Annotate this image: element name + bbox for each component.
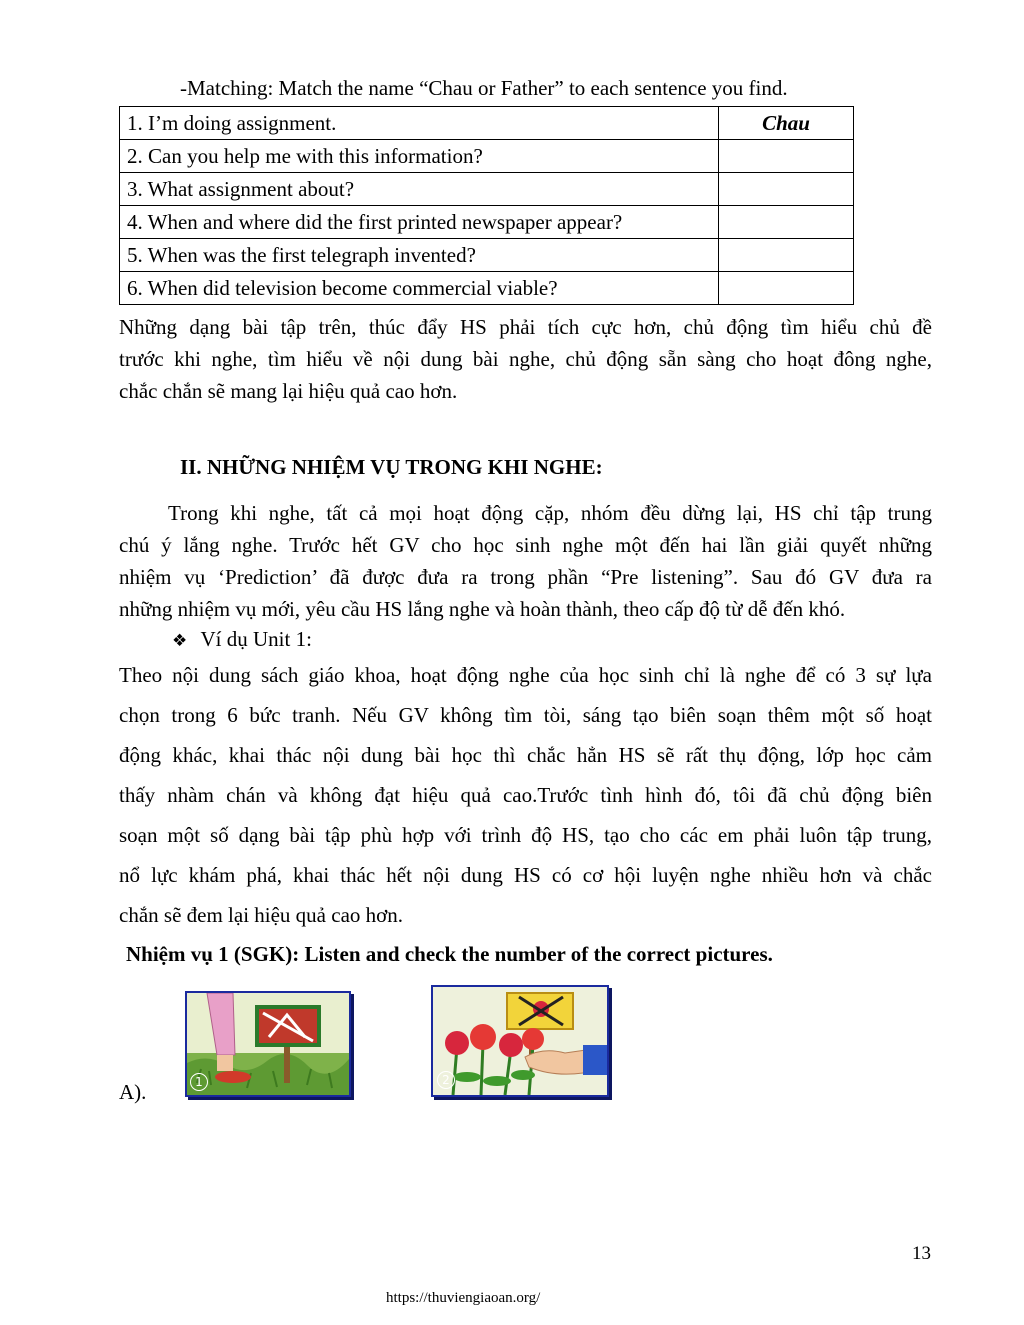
sentence-cell: 3. What assignment about? <box>120 173 719 206</box>
paragraph-line: chú ý lắng nghe. Trước hết GV cho học sinh nghe một đến hai lần giải quyết những <box>119 533 932 557</box>
picture-number: 2 <box>437 1071 455 1089</box>
task-heading: Nhiệm vụ 1 (SGK): Listen and check the number of the correct pictures. <box>126 942 773 966</box>
answer-cell <box>719 239 854 272</box>
answer-cell <box>719 173 854 206</box>
sentence-cell: 2. Can you help me with this information? <box>120 140 719 173</box>
matching-instruction: -Matching: Match the name “Chau or Father” to each sentence you find. <box>180 76 788 100</box>
example-label: Ví dụ Unit 1: <box>200 627 312 651</box>
table-row <box>120 107 854 140</box>
paragraph-line: chọn trong 6 bức tranh. Nếu GV không tìm tòi, sáng tạo biên soạn thêm một số hoạt <box>119 703 932 727</box>
section-heading: II. NHỮNG NHIỆM VỤ TRONG KHI NGHE: <box>180 455 603 479</box>
sentence-cell: 5. When was the first telegraph invented? <box>120 239 719 272</box>
paragraph-line: Trong khi nghe, tất cả mọi hoạt động cặp, nhóm đều dừng lại, HS chỉ tập trung <box>168 501 932 525</box>
table-row <box>120 239 854 272</box>
picture-number: 1 <box>190 1073 208 1091</box>
picture-1-walking-on-grass <box>185 991 351 1097</box>
answer-label: A). <box>119 1080 147 1104</box>
paragraph-line: động khác, khai thác nội dung bài học thì chắc hẳn HS sẽ rất thụ động, lớp học cảm <box>119 743 932 767</box>
paragraph-line: nổ lực khám phá, khai thác hết nội dung HS có cơ hội luyện nghe nhiều hơn và chắc <box>119 863 932 887</box>
table-row <box>120 140 854 173</box>
paragraph-line: chắc chắn sẽ mang lại hiệu quả cao hơn. <box>119 379 458 403</box>
answer-cell: Chau <box>719 107 854 140</box>
paragraph-line: chắn sẽ đem lại hiệu quả cao hơn. <box>119 903 404 927</box>
sentence-cell: 4. When and where did the first printed newspaper appear? <box>120 206 719 239</box>
sentence-cell: 6. When did television become commercial viable? <box>120 272 719 305</box>
answer-cell <box>719 272 854 305</box>
sentence-cell: 1. I’m doing assignment. <box>120 107 719 140</box>
paragraph-line: Những dạng bài tập trên, thúc đẩy HS phải tích cực hơn, chủ động tìm hiểu chủ đề <box>119 315 932 339</box>
paragraph-line: soạn một số dạng bài tập phù hợp với trình độ HS, tạo cho các em phải luôn tập trung, <box>119 823 932 847</box>
example-bullet <box>172 627 312 652</box>
answer-cell <box>719 140 854 173</box>
table-row <box>120 206 854 239</box>
paragraph-line: thấy nhàm chán và không đạt hiệu quả cao.Trước tình hình đó, tôi đã chủ động biên <box>119 783 932 807</box>
table-row <box>120 272 854 305</box>
footer-url-link[interactable]: https://thuviengiaoan.org/ <box>386 1290 541 1306</box>
paragraph-line: trước khi nghe, tìm hiểu về nội dung bài nghe, chủ động sẵn sàng cho hoạt đông nghe, <box>119 347 932 371</box>
paragraph-line: nhiệm vụ ‘Prediction’ đã được đưa ra trong phần “Pre listening”. Sau đó GV đưa ra <box>119 565 932 589</box>
picture-2-picking-flowers <box>431 985 609 1097</box>
page-number: 13 <box>912 1243 931 1264</box>
table-row <box>120 173 854 206</box>
answer-cell <box>719 206 854 239</box>
walking-on-grass-illustration <box>187 993 349 1095</box>
matching-table <box>119 106 854 305</box>
diamond-bullet-icon: ❖ <box>172 631 188 651</box>
paragraph-line: những nhiệm vụ mới, yêu cầu HS lắng nghe và hoàn thành, theo cấp độ từ dễ đến khó. <box>119 597 846 621</box>
picking-flowers-illustration <box>433 987 607 1095</box>
paragraph-line: Theo nội dung sách giáo khoa, hoạt động nghe của học sinh chỉ là nghe để có 3 sự lựa <box>119 663 932 687</box>
